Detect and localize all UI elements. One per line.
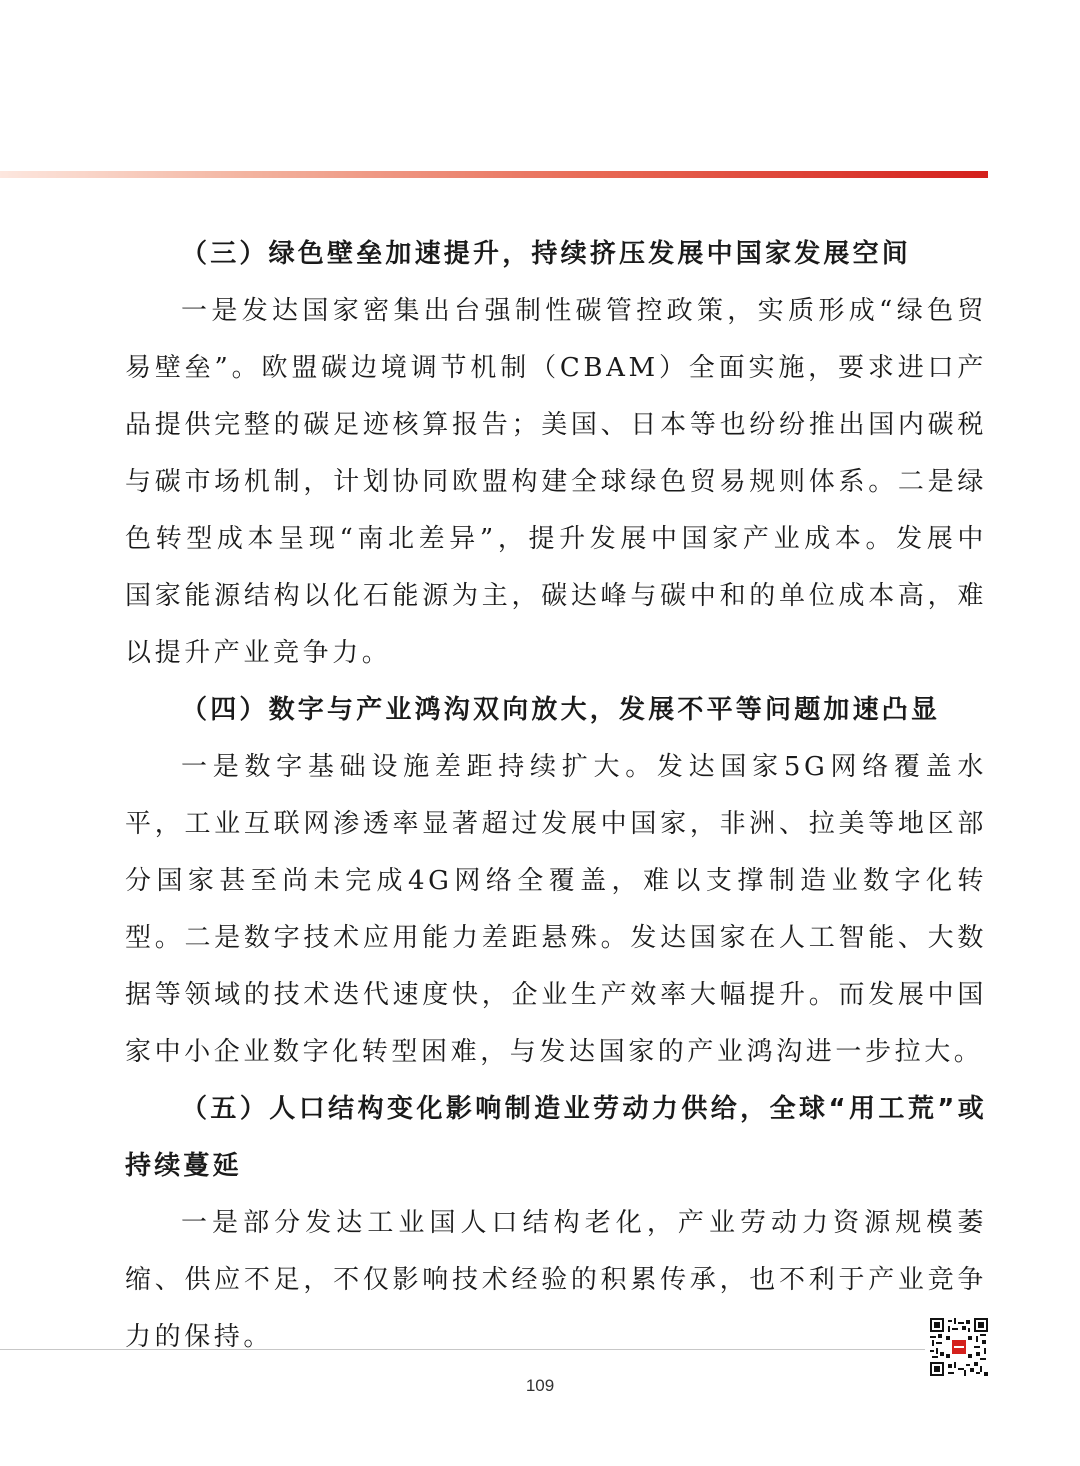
section-heading-4: （四）数字与产业鸿沟双向放大，发展不平等问题加速凸显: [181, 695, 941, 725]
header-accent-bar: [0, 171, 988, 178]
section-paragraph-5: 一是部分发达工业国人口结构老化，产业劳动力资源规模萎缩、供应不足，不仅影响技术经验的积累传承，也不利于产业竞争力的保持。: [125, 1208, 987, 1352]
section-heading-5: （五）人口结构变化影响制造业劳动力供给，全球“用工荒”或持续蔓延: [125, 1094, 987, 1181]
qr-code-icon: [930, 1318, 988, 1376]
footer-divider: [0, 1349, 925, 1350]
section-paragraph-3: 一是发达国家密集出台强制性碳管控政策，实质形成“绿色贸易壁垒”。欧盟碳边境调节机制（CBAM）全面实施，要求进口产品提供完整的碳足迹核算报告；美国、日本等也纷纷推出国内碳税与碳市场机制，计划协同欧盟构建全球绿色贸易规则体系。二是绿色转型成本呈现“南北差异”，提升发展中国家产业成本。发展中国家能源结构以化石能源为主，碳达峰与碳中和的单位成本高，难以提升产业竞争力。: [125, 296, 987, 668]
section-paragraph-4: 一是数字基础设施差距持续扩大。发达国家5G网络覆盖水平，工业互联网渗透率显著超过发展中国家，非洲、拉美等地区部分国家甚至尚未完成4G网络全覆盖，难以支撑制造业数字化转型。二是数字技术应用能力差距悬殊。发达国家在人工智能、大数据等领域的技术迭代速度快，企业生产效率大幅提升。而发展中国家中小企业数字化转型困难，与发达国家的产业鸿沟进一步拉大。: [125, 752, 987, 1067]
document-body: [125, 226, 987, 1366]
section-heading-3: （三）绿色壁垒加速提升，持续挤压发展中国家发展空间: [181, 239, 912, 269]
page-number: 109: [525, 1376, 555, 1395]
